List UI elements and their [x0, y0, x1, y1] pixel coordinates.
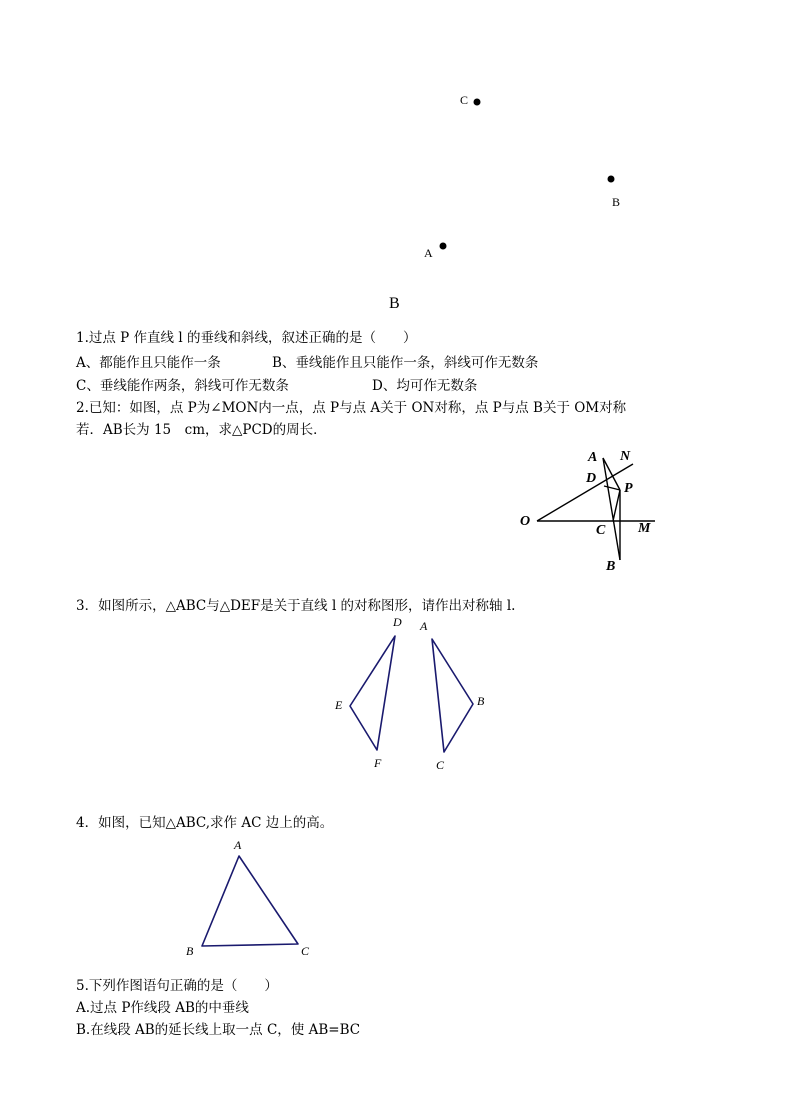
q2-line-1: 2.已知：如图，点 P为∠MON内一点，点 P与点 A关于 ON对称，点 P与点 B关于 OM对称: [76, 400, 627, 416]
q2-label-c: C: [596, 523, 606, 538]
q3-label-d: D: [393, 615, 402, 629]
q2-label-b: B: [606, 559, 616, 574]
q4-label-b: B: [186, 944, 194, 958]
q1-option-b: B、垂线能作且只能作一条，斜线可作无数条: [272, 355, 539, 371]
q2-label-a: A: [588, 450, 598, 465]
q2-label-n: N: [620, 449, 631, 464]
q2-label-p: P: [624, 481, 633, 496]
q4-label-a: A: [234, 838, 242, 852]
q5-stem: 5.下列作图语句正确的是（ ）: [76, 978, 278, 994]
triangle-abc-q4: [202, 856, 298, 946]
q3-stem: 3．如图所示，△ABC与△DEF是关于直线 l 的对称图形，请作出对称轴 l.: [76, 598, 516, 614]
q1-stem: 1.过点 P 作直线 l 的垂线和斜线，叙述正确的是（ ）: [76, 330, 417, 346]
point-a-label: A: [424, 246, 433, 260]
q3-label-e: E: [335, 698, 343, 712]
q5-option-b: B.在线段 AB的延长线上取一点 C，使 AB=BC: [76, 1022, 361, 1038]
q1-option-c: C、垂线能作两条，斜线可作无数条: [76, 378, 289, 394]
q4-label-c: C: [301, 944, 310, 958]
q4-stem: 4．如图，已知△ABC,求作 AC 边上的高。: [76, 815, 334, 831]
q3-label-f: F: [374, 756, 382, 770]
q2-line-2: 若．AB长为 15 cm，求△PCD的周长．: [76, 422, 327, 438]
q2-label-m: M: [638, 521, 651, 536]
point-b-label: B: [612, 195, 621, 209]
q1-option-d: D、均可作无数条: [372, 378, 478, 394]
q2-label-o: O: [520, 514, 531, 529]
q2-label-d: D: [586, 471, 597, 486]
section-heading: B: [389, 295, 400, 312]
q3-label-c: C: [436, 758, 445, 772]
q3-label-b: B: [477, 694, 485, 708]
q3-label-a: A: [420, 619, 428, 633]
q1-option-a: A、都能作且只能作一条: [76, 355, 221, 371]
q5-option-a: A.过点 P作线段 AB的中垂线: [76, 1000, 249, 1016]
point-c-label: C: [460, 93, 469, 107]
